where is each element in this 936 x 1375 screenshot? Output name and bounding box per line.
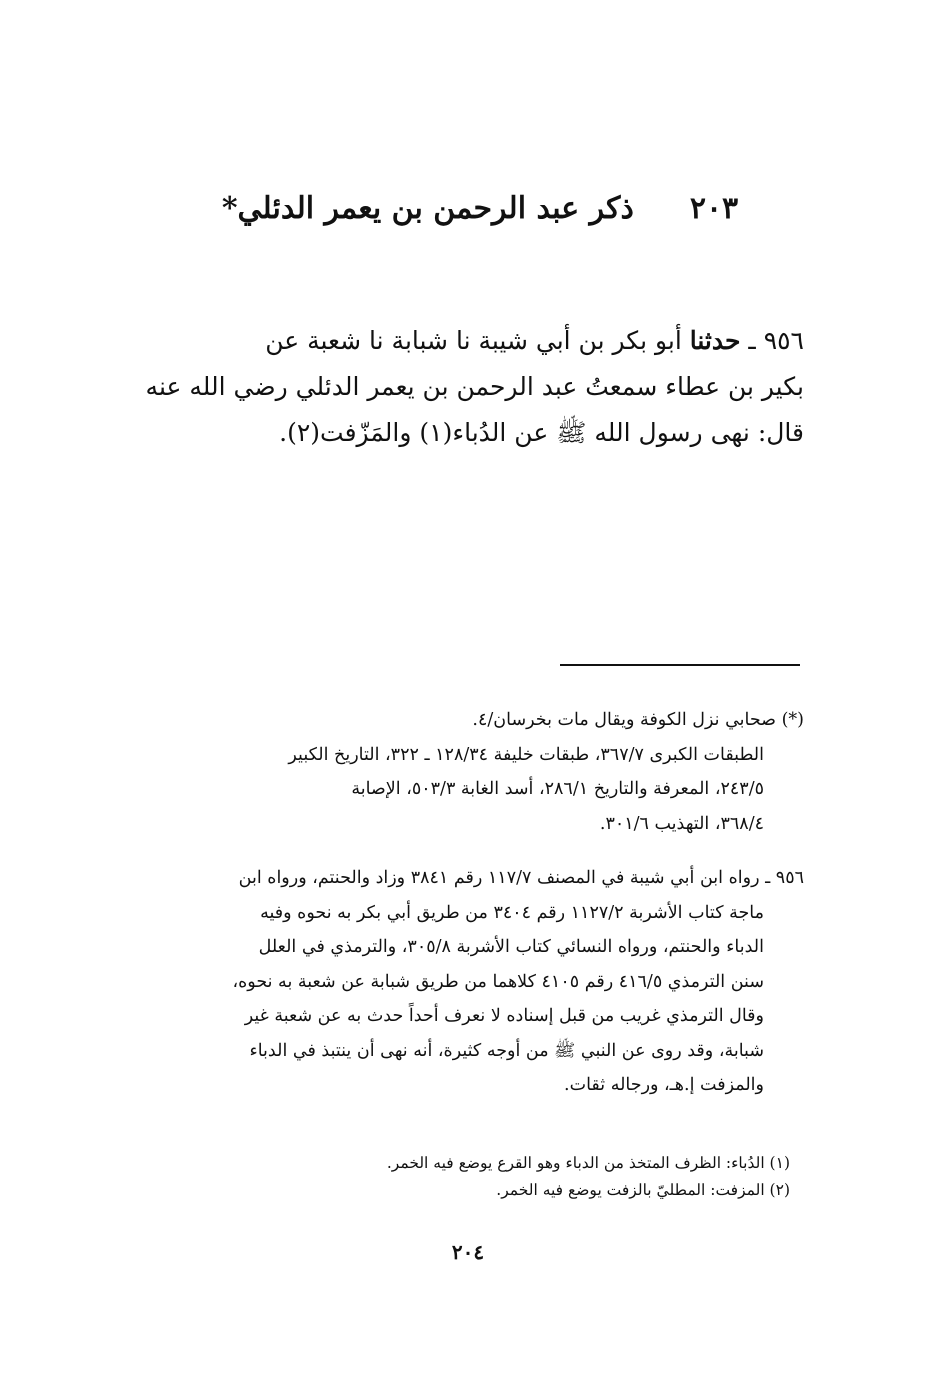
hadith-line-3: قال: نهى رسول الله ﷺ عن الدُباء(١) والمَزّفت(٢). (279, 418, 804, 447)
glossary-notes (128, 1150, 804, 1204)
chapter-title: ذكر عبد الرحمن بن يعمر الدئلي* (221, 190, 634, 226)
takhrij-note-line: والمزفت إ.هـ، ورجاله ثقات. (564, 1075, 764, 1095)
biography-note-line: الطبقات الكبرى ٣٦٧/٧، طبقات خليفة ١٢٨/٣٤ ـ ٣٢٢، التاريخ الكبير (288, 744, 764, 765)
takhrij-note (128, 861, 804, 1103)
glossary-note-2: (٢) المزفت: المطليّ بالزفت يوضع فيه الخمر. (496, 1181, 790, 1199)
takhrij-note-line: وقال الترمذي غريب من قبل إسناده لا نعرف أحداً حدث به عن شعبة غير (244, 1006, 764, 1026)
page-number: ٢٠٤ (451, 1240, 485, 1264)
hadith-number: ٩٥٦ (763, 326, 804, 355)
hadith-line-1-rest: أبو بكر بن أبي شيبة نا شبابة نا شعبة عن (265, 326, 682, 355)
takhrij-note-line: شبابة، وقد روى عن النبي ﷺ من أوجه كثيرة، أنه نهى أن ينتبذ في الدباء (249, 1040, 764, 1061)
takhrij-note-line: ٩٥٦ ـ رواه ابن أبي شيبة في المصنف ١١٧/٧ رقم ٣٨٤١ وزاد والحنتم، ورواه ابن (238, 868, 804, 888)
hadith-line-2: بكير بن عطاء سمعتُ عبد الرحمن بن يعمر الدئلي رضي الله عنه (145, 372, 804, 401)
biography-note-line: ٣٦٨/٤، التهذيب ٣٠١/٦. (599, 813, 764, 834)
biography-note-line: (*) صحابي نزل الكوفة ويقال مات بخرسان/٤. (472, 710, 804, 730)
glossary-note-1: (١) الدُباء: الظرف المتخذ من الدباء وهو القرع يوضع فيه الخمر. (386, 1154, 790, 1172)
hadith-lead-word: حدثنا (689, 326, 741, 355)
footnotes (128, 703, 804, 1123)
biography-note (128, 703, 804, 841)
footnote-divider (560, 664, 800, 666)
hadith-text (128, 318, 804, 456)
takhrij-note-line: سنن الترمذي ٤١٦/٥ رقم ٤١٠٥ كلاهما من طريق شبابة عن شعبة به نحوه، (232, 971, 764, 992)
chapter-number: ٢٠٣ (689, 190, 739, 226)
takhrij-note-line: الدباء والحنتم، ورواه النسائي كتاب الأشربة ٣٠٥/٨، والترمذي في العلل (258, 937, 764, 957)
hadith-line-1: ٩٥٦ ـ حدثنا أبو بكر بن أبي شيبة نا شبابة نا شعبة عن (265, 326, 804, 355)
biography-note-line: ٢٤٣/٥، المعرفة والتاريخ ٢٨٦/١، أسد الغابة ٥٠٣/٣، الإصابة (351, 779, 764, 799)
chapter-heading (200, 178, 760, 238)
takhrij-note-line: ماجة كتاب الأشربة ١١٢٧/٢ رقم ٣٤٠٤ من طريق أبي بكر به نحوه وفيه (260, 902, 764, 923)
